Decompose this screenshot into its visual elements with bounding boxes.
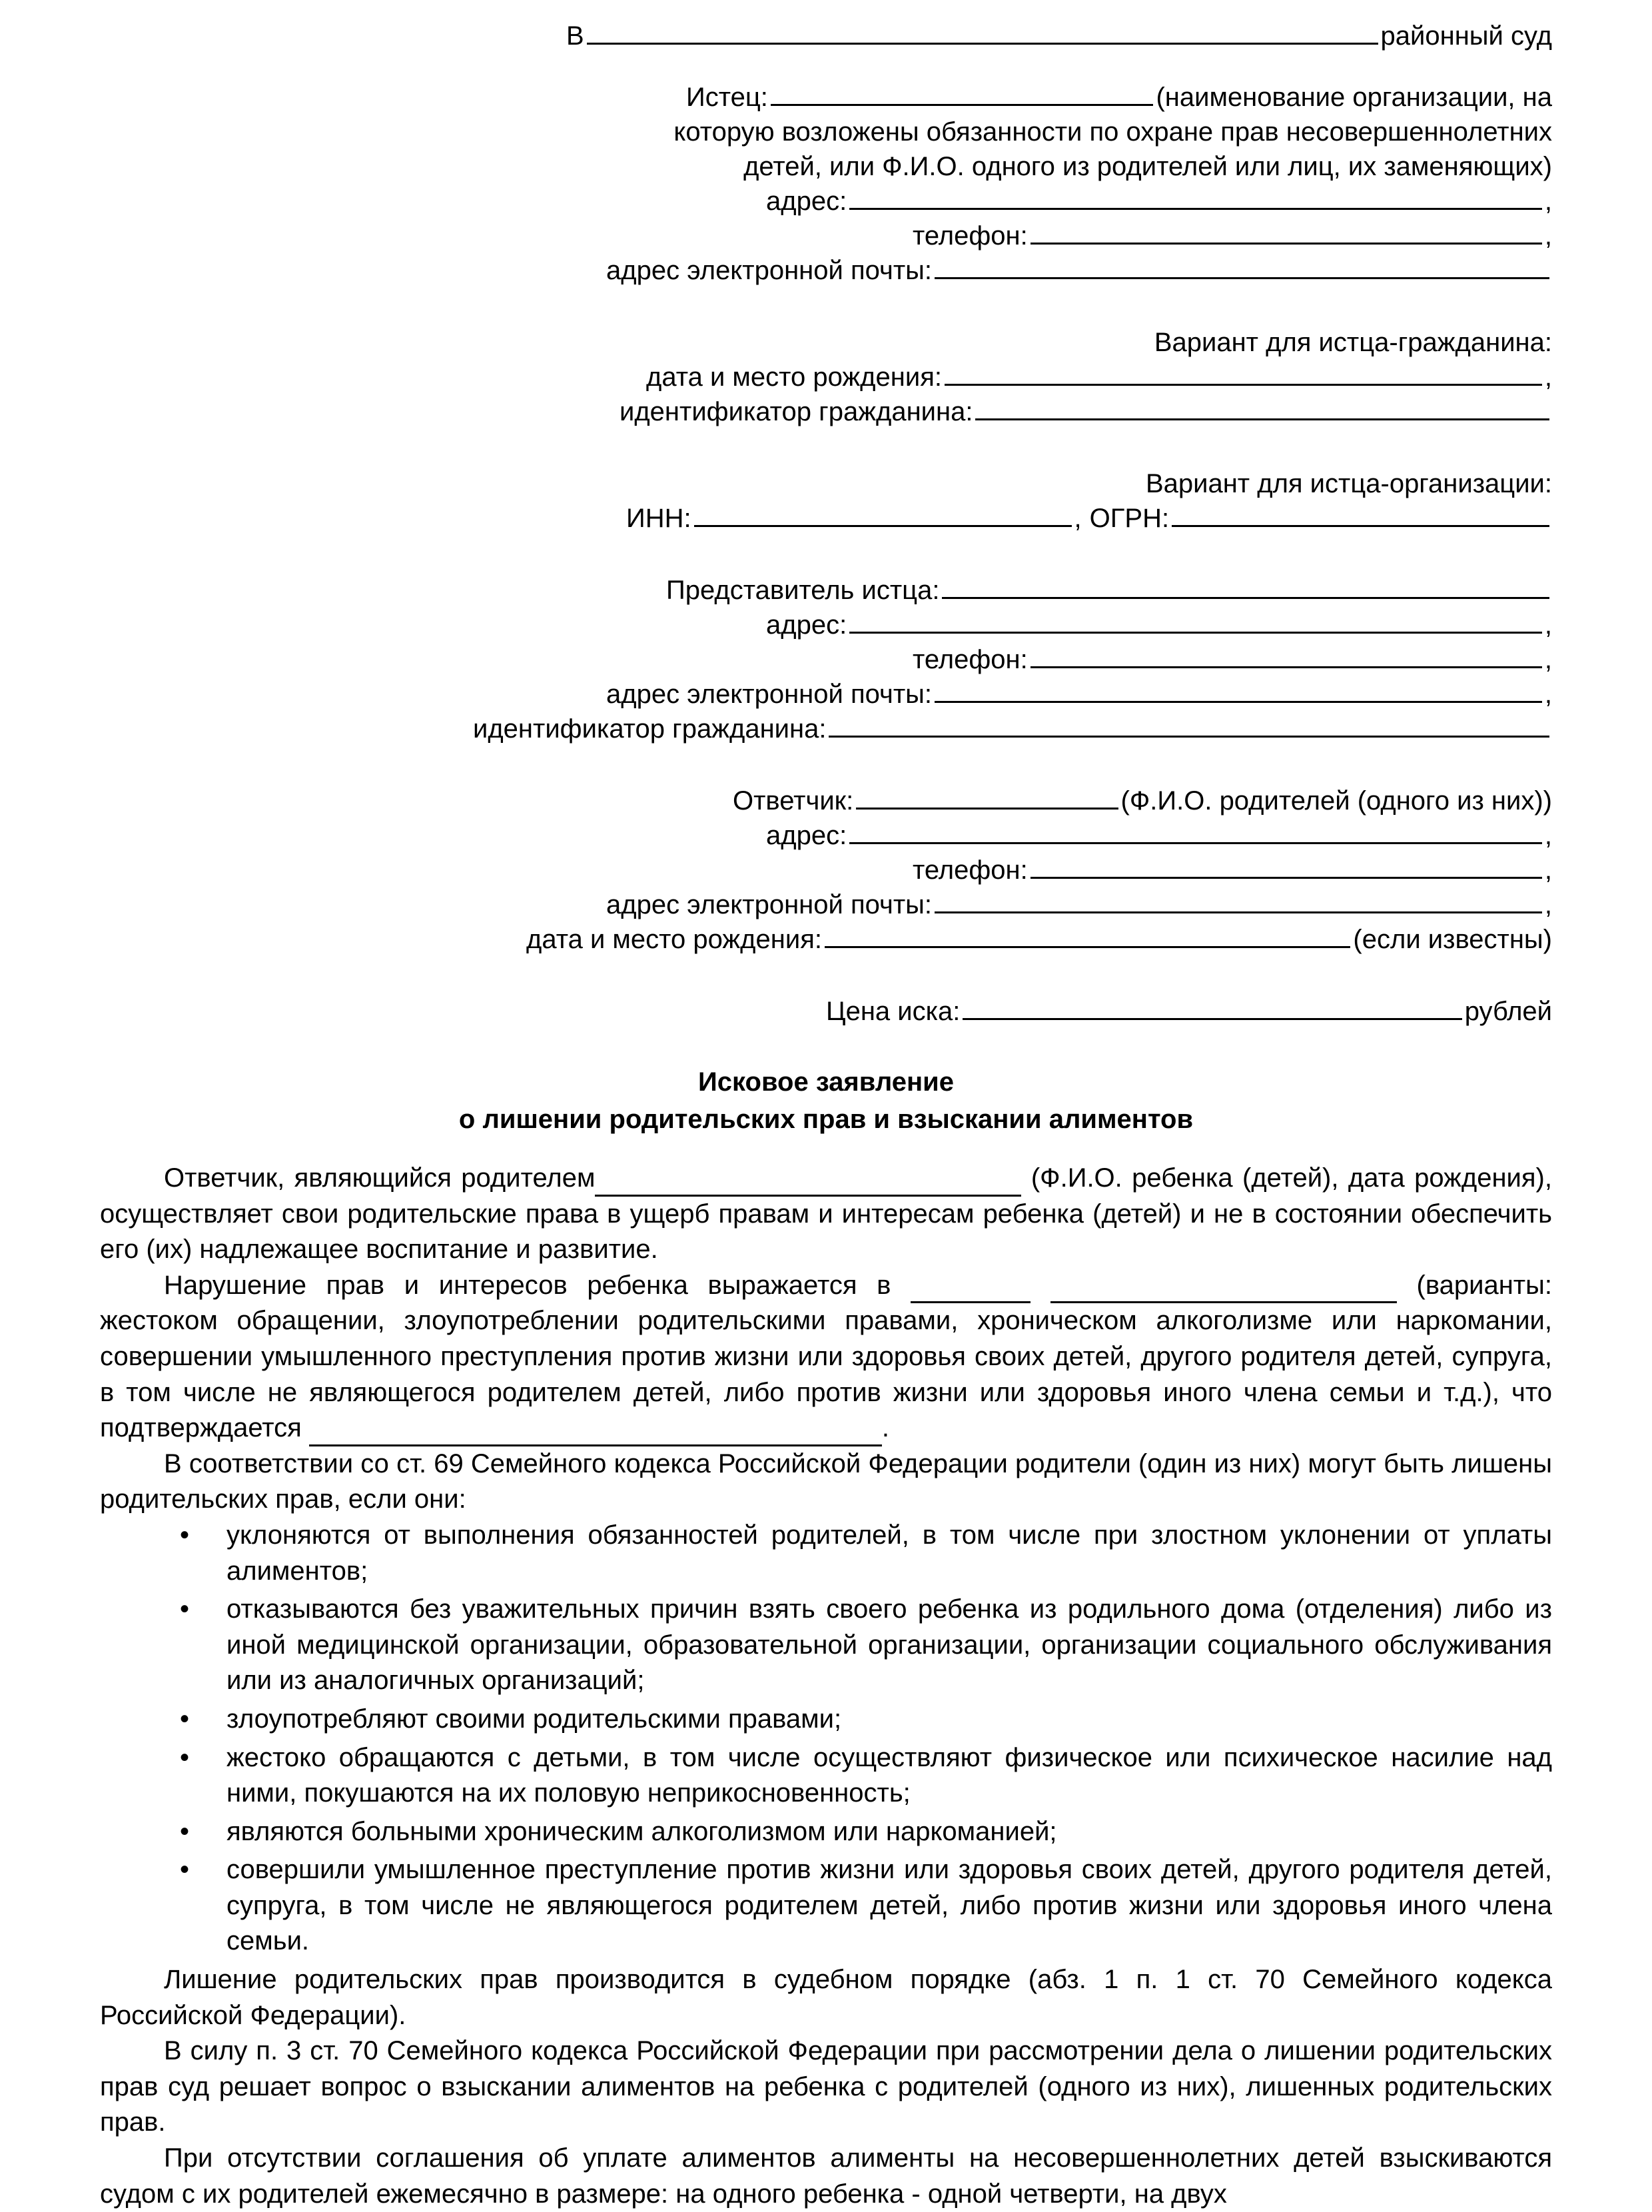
claim-price-label: Цена иска: <box>826 997 961 1026</box>
representative-address-comma: , <box>1544 610 1552 640</box>
court-suffix-label: районный суд <box>1380 21 1552 51</box>
list-item-text: совершили умышленное преступление против жизни или здоровья своих детей, другого родителя детей, супруга, в том числе не являющегося родителем детей, либо против жизни или здоровья иного члена семьи. <box>226 1855 1552 1956</box>
list-item-text: являются больными хроническим алкоголизмом или наркоманией; <box>226 1816 1057 1846</box>
plaintiff-ogrn-label: ОГРН: <box>1089 504 1170 533</box>
p1-text-a: Ответчик, являющийся родителем <box>164 1163 596 1193</box>
defendant-address-input[interactable] <box>849 820 1542 844</box>
claim-price-line <box>100 994 1552 1029</box>
list-item <box>100 1852 1552 1959</box>
bullet-icon: • <box>180 1520 190 1550</box>
paragraph-article-69: В соответствии со ст. 69 Семейного кодекса Российской Федерации родители (один из них) могут быть лишены родительских прав, если они: <box>100 1448 1552 1514</box>
plaintiff-phone-comma: , <box>1544 221 1552 251</box>
court-name-input[interactable] <box>587 20 1378 45</box>
bullet-icon: • <box>180 1594 190 1624</box>
defendant-email-label: адрес электронной почты: <box>606 890 933 919</box>
representative-identifier-line <box>100 712 1552 746</box>
representative-identifier-input[interactable] <box>829 713 1549 738</box>
violation-detail-input[interactable] <box>1050 1281 1397 1303</box>
list-item <box>100 1702 1552 1738</box>
court-prefix-label: В <box>566 21 584 51</box>
representative-phone-input[interactable] <box>1031 644 1542 668</box>
p2-text-c: . <box>881 1413 890 1443</box>
evidence-input[interactable] <box>309 1424 882 1446</box>
page-title-line-1: Исковое заявление <box>698 1067 954 1097</box>
child-name-input[interactable] <box>595 1175 1021 1197</box>
representative-address-label: адрес: <box>766 610 847 640</box>
defendant-email-comma: , <box>1544 890 1552 919</box>
defendant-phone-label: телефон: <box>913 855 1028 885</box>
defendant-birth-line <box>100 922 1552 957</box>
plaintiff-org-heading-line <box>100 466 1552 501</box>
defendant-address-label: адрес: <box>766 821 847 850</box>
defendant-birth-input[interactable] <box>825 923 1350 948</box>
defendant-birth-note: (если известны) <box>1353 925 1552 954</box>
plaintiff-inn-comma: , <box>1074 504 1082 533</box>
grounds-list <box>100 1518 1552 1959</box>
plaintiff-inn-label: ИНН: <box>626 504 691 533</box>
defendant-email-line <box>100 887 1552 922</box>
representative-phone-line <box>100 642 1552 677</box>
plaintiff-identifier-label: идентификатор гражданина: <box>620 397 973 426</box>
representative-email-input[interactable] <box>935 678 1542 703</box>
p1-text-b: (Ф.И.О. ребенка (детей), <box>1031 1163 1339 1193</box>
list-item-text: уклоняются от выполнения обязанностей родителей, в том числе при злостном уклонении от уплаты алиментов; <box>226 1520 1552 1586</box>
plaintiff-inn-ogrn-line <box>100 501 1552 536</box>
plaintiff-birth-line <box>100 360 1552 394</box>
list-item-text: жестоко обращаются с детьми, в том числе осуществляют физическое или психическое насилие над ними, покушаются на их половую неприкосновенность; <box>226 1742 1552 1808</box>
bullet-icon: • <box>180 1742 190 1772</box>
plaintiff-inn-input[interactable] <box>694 502 1072 527</box>
plaintiff-identifier-line <box>100 394 1552 429</box>
representative-address-line <box>100 608 1552 642</box>
representative-email-label: адрес электронной почты: <box>606 680 933 709</box>
claim-price-currency: рублей <box>1464 997 1552 1026</box>
representative-address-input[interactable] <box>849 609 1542 634</box>
violation-kind-input[interactable] <box>911 1281 1031 1303</box>
court-line <box>100 19 1552 53</box>
plaintiff-note-line-3 <box>100 149 1552 184</box>
plaintiff-note-line-2 <box>100 115 1552 149</box>
defendant-email-input[interactable] <box>935 889 1542 913</box>
defendant-address-comma: , <box>1544 821 1552 850</box>
plaintiff-label: Истец: <box>686 83 768 112</box>
p2-text-a: Нарушение прав и интересов ребенка выражается в <box>164 1270 891 1300</box>
plaintiff-identifier-input[interactable] <box>975 396 1549 420</box>
plaintiff-birth-label: дата и место рождения: <box>646 362 942 392</box>
p2-text-b: (варианты: жестоком обращении, злоупотреблении родительскими правами, хроническом алкоголизме или наркомании, совершении умышленного преступления против жизни или здоровья своих детей, другого родителя детей, супруга, в том числе не являющегося родителем детей, либо против жизни или здоровья иного члена семьи и т.д.), что подтверждается <box>100 1270 1552 1443</box>
paragraph-alimony-share: При отсутствии соглашения об уплате алиментов алименты на несовершеннолетних детей взыскиваются судом с их родителей ежемесячно в размере: на одного ребенка - одной четверти, на двух <box>100 2143 1552 2209</box>
representative-label: Представитель истца: <box>666 576 940 605</box>
plaintiff-email-input[interactable] <box>935 255 1549 279</box>
representative-email-comma: , <box>1544 680 1552 709</box>
p1-text-c: дата рождения), осуществляет свои родительские права в ущерб правам и интересам ребенка (детей) и не в состоянии обеспечить его (их) надлежащее воспитание и развитие. <box>100 1163 1552 1265</box>
plaintiff-phone-input[interactable] <box>1031 220 1542 245</box>
plaintiff-phone-label: телефон: <box>913 221 1028 251</box>
paragraph-defendant-parent <box>100 1161 1552 1268</box>
document-body <box>100 1161 1552 2212</box>
plaintiff-line <box>100 80 1552 115</box>
defendant-note: (Ф.И.О. родителей (одного из них)) <box>1120 786 1552 816</box>
plaintiff-citizen-heading-line <box>100 325 1552 360</box>
plaintiff-address-line <box>100 184 1552 219</box>
page-title-line-2: о лишении родительских прав и взыскании алиментов <box>458 1105 1194 1134</box>
paragraph-violation <box>100 1268 1552 1446</box>
defendant-phone-line <box>100 853 1552 887</box>
plaintiff-birth-comma: , <box>1544 362 1552 392</box>
plaintiff-address-comma: , <box>1544 187 1552 216</box>
plaintiff-note-3-text: детей, или Ф.И.О. одного из родителей или лиц, их заменяющих) <box>743 152 1552 181</box>
bullet-icon: • <box>180 1816 190 1846</box>
plaintiff-email-line <box>100 253 1552 288</box>
page-title <box>100 1063 1552 1138</box>
plaintiff-name-input[interactable] <box>771 81 1154 106</box>
plaintiff-note-1: (наименование организации, на <box>1156 83 1552 112</box>
representative-phone-label: телефон: <box>913 645 1028 674</box>
representative-name-input[interactable] <box>942 574 1549 599</box>
list-item <box>100 1518 1552 1589</box>
defendant-label: Ответчик: <box>733 786 854 816</box>
list-item-text: злоупотребляют своими родительскими правами; <box>226 1704 842 1734</box>
plaintiff-ogrn-input[interactable] <box>1172 502 1549 527</box>
defendant-birth-label: дата и место рождения: <box>526 925 822 954</box>
defendant-address-line <box>100 818 1552 853</box>
plaintiff-address-input[interactable] <box>849 185 1542 210</box>
plaintiff-phone-line <box>100 219 1552 253</box>
list-item <box>100 1814 1552 1850</box>
list-item <box>100 1740 1552 1812</box>
defendant-phone-comma: , <box>1544 855 1552 885</box>
plaintiff-org-heading: Вариант для истца-организации: <box>1145 469 1552 498</box>
claim-price-input[interactable] <box>963 995 1461 1020</box>
defendant-line <box>100 784 1552 818</box>
caption-block <box>100 19 1552 1029</box>
representative-identifier-label: идентификатор гражданина: <box>473 714 827 744</box>
bullet-icon: • <box>180 1855 190 1885</box>
representative-email-line <box>100 677 1552 712</box>
representative-phone-comma: , <box>1544 645 1552 674</box>
plaintiff-citizen-heading: Вариант для истца-гражданина: <box>1154 328 1552 357</box>
bullet-icon: • <box>180 1704 190 1734</box>
plaintiff-email-label: адрес электронной почты: <box>606 256 933 285</box>
plaintiff-birth-input[interactable] <box>945 361 1542 386</box>
representative-line <box>100 573 1552 608</box>
plaintiff-address-label: адрес: <box>766 187 847 216</box>
list-item <box>100 1592 1552 1699</box>
defendant-phone-input[interactable] <box>1031 854 1542 879</box>
paragraph-article-70-p3: В силу п. 3 ст. 70 Семейного кодекса Российской Федерации при рассмотрении дела о лишении родительских прав суд решает вопрос о взыскании алиментов на ребенка с родителей (одного из них), лишенных родительских прав. <box>100 2036 1552 2137</box>
list-item-text: отказываются без уважительных причин взять своего ребенка из родильного дома (отделения) либо из иной медицинской организации, образовательной организации, организации социального обслуживания или из аналогичных организаций; <box>226 1594 1552 1696</box>
defendant-name-input[interactable] <box>856 785 1118 810</box>
plaintiff-note-2-text: которую возложены обязанности по охране прав несовершеннолетних <box>673 117 1552 147</box>
paragraph-article-70-p1: Лишение родительских прав производится в судебном порядке (абз. 1 п. 1 ст. 70 Семейного кодекса Российской Федерации). <box>100 1965 1552 2030</box>
